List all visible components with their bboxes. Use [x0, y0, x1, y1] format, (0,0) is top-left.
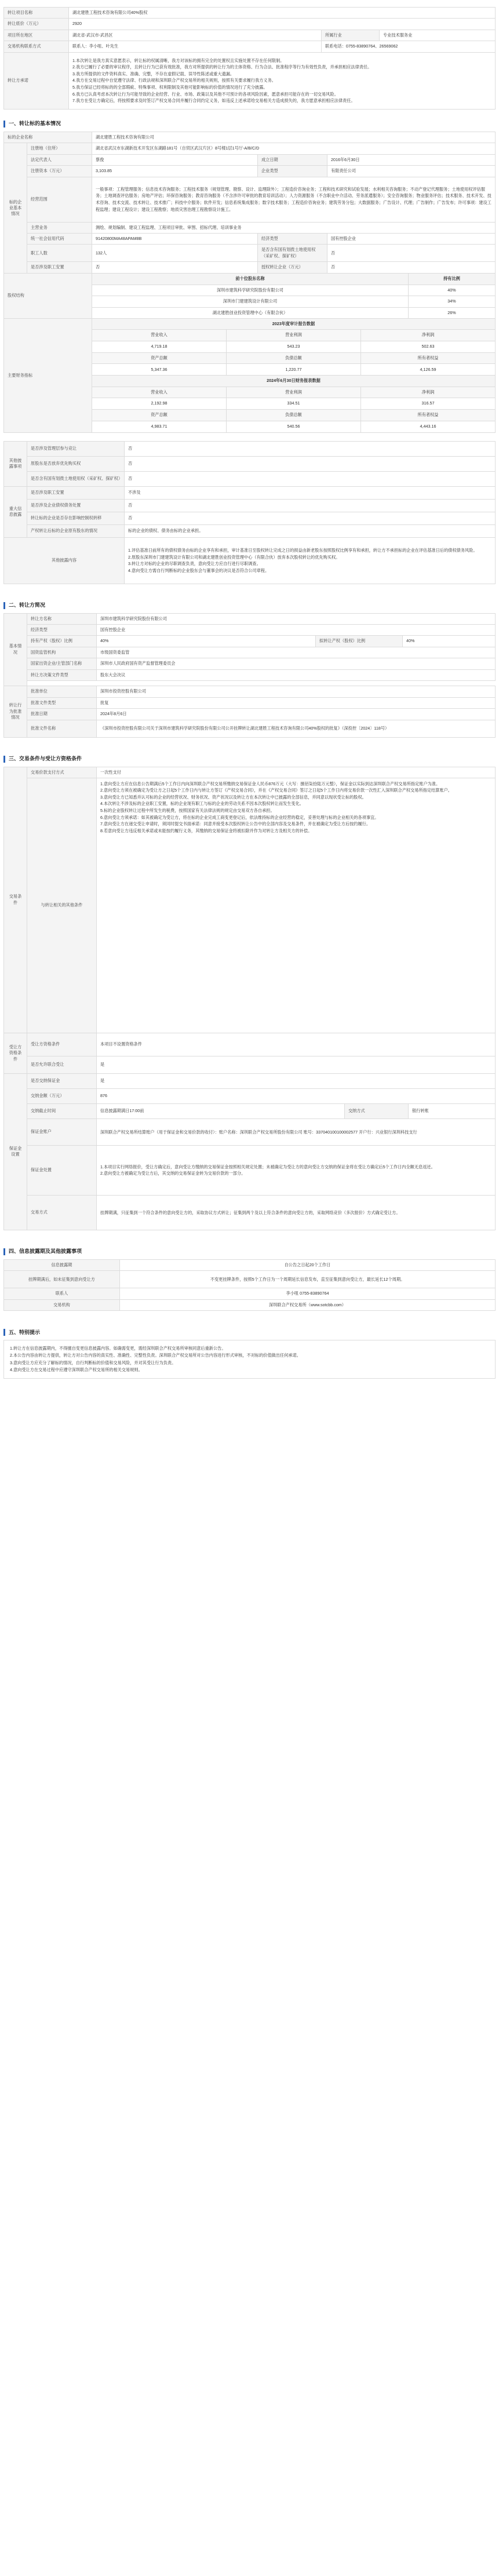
col-net-2: 净利润 [361, 387, 496, 398]
contact-value-4: 李小咀 0755-83890764 [120, 1288, 496, 1299]
deadline-value: 信息披露期满日17:00前 [97, 1103, 345, 1118]
section-bar-icon [3, 756, 5, 763]
method-value: 银行转账 [408, 1103, 495, 1118]
industry-value: 专业技术服务业 [379, 30, 495, 41]
project-name: 湖北建胜工程技术咨询有限公司40%股权 [69, 8, 496, 19]
section-bar-icon [3, 1248, 5, 1255]
shareholder-ratio: 26% [409, 307, 496, 318]
handle-label: 保证金处置 [27, 1145, 97, 1195]
approve-name-label: 批准文件名称 [27, 720, 97, 737]
recent-rev: 2,192.98 [92, 398, 227, 410]
hold-label: 持有产权（股权）比例 [27, 636, 97, 647]
recent-liab: 540.56 [227, 421, 361, 432]
transferor-name-label: 转让方名称 [27, 613, 97, 624]
econ-type-label: 经济类型 [257, 233, 327, 244]
col-equity: 所有者权益 [361, 352, 496, 363]
way-value: 挂牌期满，只征集到一个符合条件的意向受让方的，采取协议方式转让；征集到两个及以上符合条件的意向受让方的，采取网络竞价（多次报价）方式确定受让方。 [97, 1195, 496, 1230]
contact-label-4: 联系人 [4, 1288, 120, 1299]
extend-value: 不变更挂牌条件，按照5个工作日为一个周期延长信息发布，直至征集到意向受让方，最长延长12个周期。 [120, 1271, 496, 1288]
shareholder-ratio: 40% [409, 285, 496, 296]
price-label: 转让底价（万元） [4, 19, 69, 30]
site-value[interactable]: 深圳联合产权交易所（www.sotcbb.com） [120, 1299, 496, 1310]
approve-doc-label: 批准文件类型 [27, 697, 97, 708]
decision-label: 转让方决策文件类型 [27, 669, 97, 680]
region-value: 湖北省-武汉市-武昌区 [69, 30, 322, 41]
industry-label: 所属行业 [321, 30, 379, 41]
need-label: 是否交纳保证金 [27, 1073, 97, 1088]
project-name-label: 转让项目名称 [4, 8, 69, 19]
address-value: 湖北省武汉市东湖新技术开发区东湖路181号（自贸区武汉片区）8号楼1层1号厅-A/B/C/D [92, 143, 496, 154]
supervisor-label: 国资监管机构 [27, 647, 97, 658]
disclosure-label: 原股东是否放弃优先购买权 [27, 456, 125, 471]
target-name: 湖北建胜工程技术咨询有限公司 [92, 132, 496, 143]
legal-rep-value: 蔡俊 [92, 154, 258, 165]
period-value: 自公告之日起20个工作日 [120, 1259, 496, 1270]
col-profit-2: 营业利润 [227, 387, 361, 398]
target-name-label: 标的企业名称 [4, 132, 92, 143]
major-value: 否 [125, 512, 496, 524]
audit-rev: 4,719.18 [92, 341, 227, 352]
handle-value: 1.本项目实行网络报价，受让方确定后，意向受让方缴纳的交易保证金按照相关规定处置；未被确定为受让方的意向受让方交纳的保证金将在受让方确定后5个工作日内全额无息返还。 2.意向受让方被确定为受让方后，其交纳的交易保证金转为交易价款的一部分。 [97, 1145, 496, 1195]
capital-value: 3,103.85 [92, 166, 258, 177]
econ-type-value: 国有控股企业 [327, 233, 495, 244]
type-value: 有限责任公司 [327, 166, 495, 177]
disclosure-value: 否 [125, 456, 496, 471]
shareholder-name: 湖北建胜创业投资管理中心（有限合伙） [92, 307, 409, 318]
extend-label: 挂牌期满后，如未征集到意向受让方 [4, 1271, 120, 1288]
announce-label: 转让方承诺 [4, 52, 69, 109]
col-rev: 营业收入 [92, 330, 227, 341]
section-2-title: 二、转让方简况 [3, 602, 496, 610]
special-notice: 1.转让方在信息披露期内，不得擅自变更信息披露内容。如确需变更，需经深圳联合产权交易所审核同意后重新公告。 2.本公告内容由转让方提供，转让方对公告内容的真实性、准确性、完整性负责。深圳联合产权交易所对公告内容进行形式审核，不对标的价值做出任何承诺。 3.意向受让方应充分了解标的情况，自行判断标的价值和交易风险，并对其受让行为负责。 4.意向受让方在交易过程中应遵守深圳联合产权交易所的相关交易规则。 [3, 1340, 496, 1379]
found-date-label: 成立日期 [257, 154, 327, 165]
other-cond-value: 1.意向受让方应在信息公告期满后5个工作日内向深圳联合产权交易所缴纳交易保证金人民币876万元（大写：捌佰柒拾陆万元整），保证金以实际到达深圳联合产权交易所指定账户为准。 2.意向受让方须在被确定为受让方之日起5个工作日内与转让方签订《产权交易合同》，并在《产权交易合同》签订之日起5个工作日内将交易价款一次性汇入深圳联合产权交易所指定结算账户。 3.意向受让方已知悉并认可标的企业的经营状况、财务状况、资产状况以及转让方在本次转让中已披露的全部信息，并同意以现状受让标的股权。 4.本次转让不涉及标的企业职工安置，标的企业现有职工与标的企业的劳动关系不因本次股权转让而发生变化。 5.标的企业股权转让过程中所发生的税费，按照国家有关法律法规的规定由交易双方各自承担。 6.意向受让方须承诺：如其被确定为受让方，将在标的企业完成工商变更登记后，依法维持标的企业经营的稳定，妥善处理与标的企业相关的各项事宜。 7.意向受让方在递交受让申请时，须同时提交书面承诺：同意并接受本次股权转让公告中的全部内容及交易条件，并在被确定为受让方后按约履行。 8.若意向受让方违反相关承诺或未能按约履行义务，其缴纳的交易保证金将被扣除并作为对转让方及相关方的补偿。 [97, 778, 496, 1033]
hold-value: 40% [97, 636, 316, 647]
approve-doc: 批复 [97, 697, 496, 708]
legal-rep-label: 法定代表人 [27, 154, 92, 165]
approve-name: 《深圳市投资控股有限公司关于深圳市建筑科学研究院股份有限公司公开挂牌转让湖北建胜工程技术咨询有限公司40%股权的批复》（深投控〔2024〕118号） [97, 720, 496, 737]
pay-label: 交易价款支付方式 [27, 767, 97, 778]
contact-label: 交易机构联系方式 [4, 41, 69, 52]
transfer-value: 40% [403, 636, 496, 647]
type-label: 企业类型 [257, 166, 327, 177]
need-value: 是 [97, 1073, 496, 1088]
audit-title: 2023年度审计报告数据 [92, 318, 496, 329]
disclosure-table [3, 441, 496, 584]
col-net: 净利润 [361, 330, 496, 341]
scope-value: 一般事项：工程管理服务；信息技术咨询服务；工程技术服务（规划管理、勘察、设计、监理除外）；工程造价咨询业务；工程和技术研究和试验发展；水利相关咨询服务；不动产登记代理服务；土地使用权评估服务；土地调查评估服务；房地产评估；环保咨询服务；教育咨询服务（不含涉许可审批的教育培训活动）；人力资源服务（不含职业中介活动、劳务派遣服务）；安全咨询服务；物业服务评估；技术服务、技术开发、技术咨询、技术交流、技术转让、技术推广；科技中介服务；软件开发；信息系统集成服务；数字技术服务；工程造价咨询业务；建筑劳务分包；大数据服务；广告设计、代理；广告制作；广告发布；许可事项：建设工程监理；建设工程设计；建设工程勘察；地质灾害治理工程勘察设计施工。 [92, 177, 496, 222]
basic-group-label: 标的企业基本情况 [4, 143, 27, 274]
joint-label: 是否允许联合受让 [27, 1056, 97, 1073]
pay-value: 一次性支付 [97, 767, 496, 778]
section-3-title: 三、交易条件与受让方资格条件 [3, 755, 496, 763]
target-table [3, 132, 496, 274]
main-label: 主营业务 [27, 222, 92, 233]
joint-value: 是 [97, 1056, 496, 1073]
transfer-label: 拟转让产权（股权）比例 [316, 636, 403, 647]
major-group-label: 重大信息披露 [4, 486, 27, 537]
col-liab-2: 负债总额 [227, 410, 361, 421]
shareholders-table [3, 273, 496, 319]
disclosure-label: 是否含有国有划拨土地使用权（采矿权、探矿权） [27, 471, 125, 486]
contact-value: 联系人：李小咀、叶先生 [69, 41, 322, 52]
major-value: 不涉及 [125, 486, 496, 499]
qual-value: 本项目不设置资格条件 [97, 1033, 496, 1056]
transferor-name: 深圳市建筑科学研究院股份有限公司 [97, 613, 496, 624]
sh-header-name: 前十位股东名称 [92, 274, 409, 285]
transferor-econ-label: 经济类型 [27, 625, 97, 636]
col-liab: 负债总额 [227, 352, 361, 363]
col-rev-2: 营业收入 [92, 387, 227, 398]
other-group-label: 其他披露事项 [4, 441, 27, 486]
transferor-econ: 国有控股企业 [97, 625, 496, 636]
audit-net: 502.63 [361, 341, 496, 352]
amount-label: 交纳金额（万元） [27, 1088, 97, 1103]
approve-unit-label: 批准单位 [27, 686, 97, 697]
credit-label: 统一社会信用代码 [27, 233, 92, 244]
major-label: 产权转让后标的企业原有股东的情况 [27, 524, 125, 537]
staff-label: 职工人数 [27, 245, 92, 262]
amount-value: 876 [97, 1088, 496, 1103]
disclosure-period-table [3, 1259, 496, 1311]
cond-group-label: 交易条件 [4, 767, 27, 1033]
fin-group-label: 主要财务指标 [4, 318, 92, 432]
disclosure-value: 否 [125, 471, 496, 486]
way-label: 交易方式 [27, 1195, 97, 1230]
auth-value: 否 [327, 262, 495, 273]
financial-table [3, 318, 496, 433]
section-bar-icon [3, 121, 5, 127]
main-value: 测绘、规划编制、建设工程监理、工程项目审批、审图、招标代理、培训事业务 [92, 222, 496, 233]
disclosure-label: 是否涉及管理层参与竞让 [27, 441, 125, 456]
disclosure-value: 否 [125, 441, 496, 456]
other-info-label: 其他披露内容 [4, 537, 125, 584]
auth-label: 授权转让企业（万元） [257, 262, 327, 273]
audit-liab: 1,220.77 [227, 364, 361, 376]
major-value: 标的企业的债权、债务由标的企业承担。 [125, 524, 496, 537]
contact-phone: 联系电话：0755-83890764、26569062 [321, 41, 495, 52]
method-label: 交纳方式 [344, 1103, 408, 1118]
other-info-value: 1.评估基准日前所有的债权债务由标的企业享有和承担，审计基准日至股权转让完成之日的损益由新老股东按照股权比例享有和承担，转让方不承担标的企业在评估基准日后的债权债务风险。 2.原股东深圳市门建建筑设计有限公司和湖北建胜创业投资管理中心（有限合伙）放弃本次股权转让的优先购买权。 3.转让方对标的企业的尽职调查负责，意向受让方应自行进行尽职调查。 4.意向受让方需自行判断标的企业股东会与董事会的决议是否符合公司章程。 [125, 537, 496, 584]
shareholders-group-label: 股权结构 [4, 274, 92, 319]
announce-text: 1.本次转让是我方真实意愿表示，转让标的权属清晰，我方对该标的拥有完全的处置权且实施处置不存在任何限制。 2.我方已履行了必要的审议程序，且转让行为已获有效批准，我方对所提供的转让行为的主体资格、行为合法、批准程序等行为有效性负责，并承担相应法律责任。 3.我方所提供的文件资料真实、准确、完整，不存在虚假记载、误导性陈述或重大遗漏。 4.我方在交易过程中自觉遵守法律、行政法规和深圳联合产权交易所的相关规则，按照有关要求履行我方义务。 5.我方保证已经将标的的全部瑕疵、特殊事项、权利限制及其他可能影响标的价值的情况进行了充分披露。 6.我方已认真考虑本次转让行为可能导致的企业经营、行业、市场、政策以及其他不可预计的各项风险因素，愿意承担可能存在的一切交易风险。 7.我方在受让方确定后，将按照要求及时签订产权交易合同并履行合同约定义务，如违反上述承诺给交易相关方造成损失的，我方愿意承担相应法律责任。 [69, 52, 496, 109]
col-assets-2: 资产总额 [92, 410, 227, 421]
supervisor-value: 市级国资委监管 [97, 647, 496, 658]
shareholder-name: 深圳市门建建筑设计有限公司 [92, 296, 409, 307]
col-equity-2: 所有者权益 [361, 410, 496, 421]
col-profit: 营业利润 [227, 330, 361, 341]
shareholder-name: 深圳市建筑科学研究院股份有限公司 [92, 285, 409, 296]
deadline-label: 交纳截止时间 [27, 1103, 97, 1118]
transferor-basic-group: 基本情况 [4, 613, 27, 686]
transferor-table [3, 613, 496, 738]
region-label: 项目所在地区 [4, 30, 69, 41]
section-5-title: 五、特别提示 [3, 1328, 496, 1336]
land-value: 否 [327, 245, 495, 262]
section-bar-icon [3, 1329, 5, 1336]
approve-date: 2024年8月6日 [97, 709, 496, 720]
major-label: 转让标的企业是否存在影响控制权转移 [27, 512, 125, 524]
found-date-value: 2016年6月30日 [327, 154, 495, 165]
address-label: 注册地（住所） [27, 143, 92, 154]
exist-label: 是否涉及职工安置 [27, 262, 92, 273]
account-label: 保证金账户 [27, 1118, 97, 1145]
approve-group-label: 转让行为批准情况 [4, 686, 27, 737]
approve-unit: 深圳市投资控股有限公司 [97, 686, 496, 697]
recent-equity: 4,443.16 [361, 421, 496, 432]
deposit-group-label: 保证金设置 [4, 1073, 27, 1230]
section-1-title: 一、转让标的基本情况 [3, 120, 496, 128]
recent-assets: 4,983.71 [92, 421, 227, 432]
credit-value: 91420800MA48APAM8B [92, 233, 258, 244]
col-assets: 资产总额 [92, 352, 227, 363]
qual-group-label: 受让方资格条件 [4, 1033, 27, 1073]
land-label: 是否含有国有划拨土地使用权（采矿权、探矿权） [257, 245, 327, 262]
staff-value: 132人 [92, 245, 258, 262]
site-label: 交易机构 [4, 1299, 120, 1310]
account-value: 深圳联合产权交易所结算账户（用于保证金和交易价款的收付）：账户名称：深圳联合产权交易所股份有限公司 账号：337040100100002577 开户行：兴业银行深圳科技支行 [97, 1118, 496, 1145]
price-value: 2920 [69, 19, 496, 30]
recent-net: 316.57 [361, 398, 496, 410]
audit-equity: 4,126.59 [361, 364, 496, 376]
conditions-table [3, 767, 496, 1230]
section-bar-icon [3, 602, 5, 609]
audit-assets: 5,347.36 [92, 364, 227, 376]
period-label: 信息披露期 [4, 1259, 120, 1270]
approver-value: 深圳市人民政府国有资产监督管理委员会 [97, 658, 496, 669]
recent-profit: 334.51 [227, 398, 361, 410]
other-cond-label: 与转让相关的其他条件 [27, 778, 97, 1033]
decision-value: 股东大会决议 [97, 669, 496, 680]
sh-header-ratio: 持有比例 [409, 274, 496, 285]
recent-title: 2024年6月30日财务报表数据 [92, 376, 496, 387]
audit-profit: 543.23 [227, 341, 361, 352]
capital-label: 注册资本（万元） [27, 166, 92, 177]
scope-label: 经营范围 [27, 177, 92, 222]
summary-table [3, 7, 496, 110]
major-value: 否 [125, 499, 496, 512]
shareholder-ratio: 34% [409, 296, 496, 307]
major-label: 是否涉及企业债权债务处置 [27, 499, 125, 512]
approve-date-label: 批准日期 [27, 709, 97, 720]
major-label: 是否涉及职工安置 [27, 486, 125, 499]
approver-label: 国家出资企业/主管部门名称 [27, 658, 97, 669]
section-4-title: 四、信息披露期及其他披露事项 [3, 1248, 496, 1256]
qual-label: 受让方资格条件 [27, 1033, 97, 1056]
exist-value: 否 [92, 262, 258, 273]
